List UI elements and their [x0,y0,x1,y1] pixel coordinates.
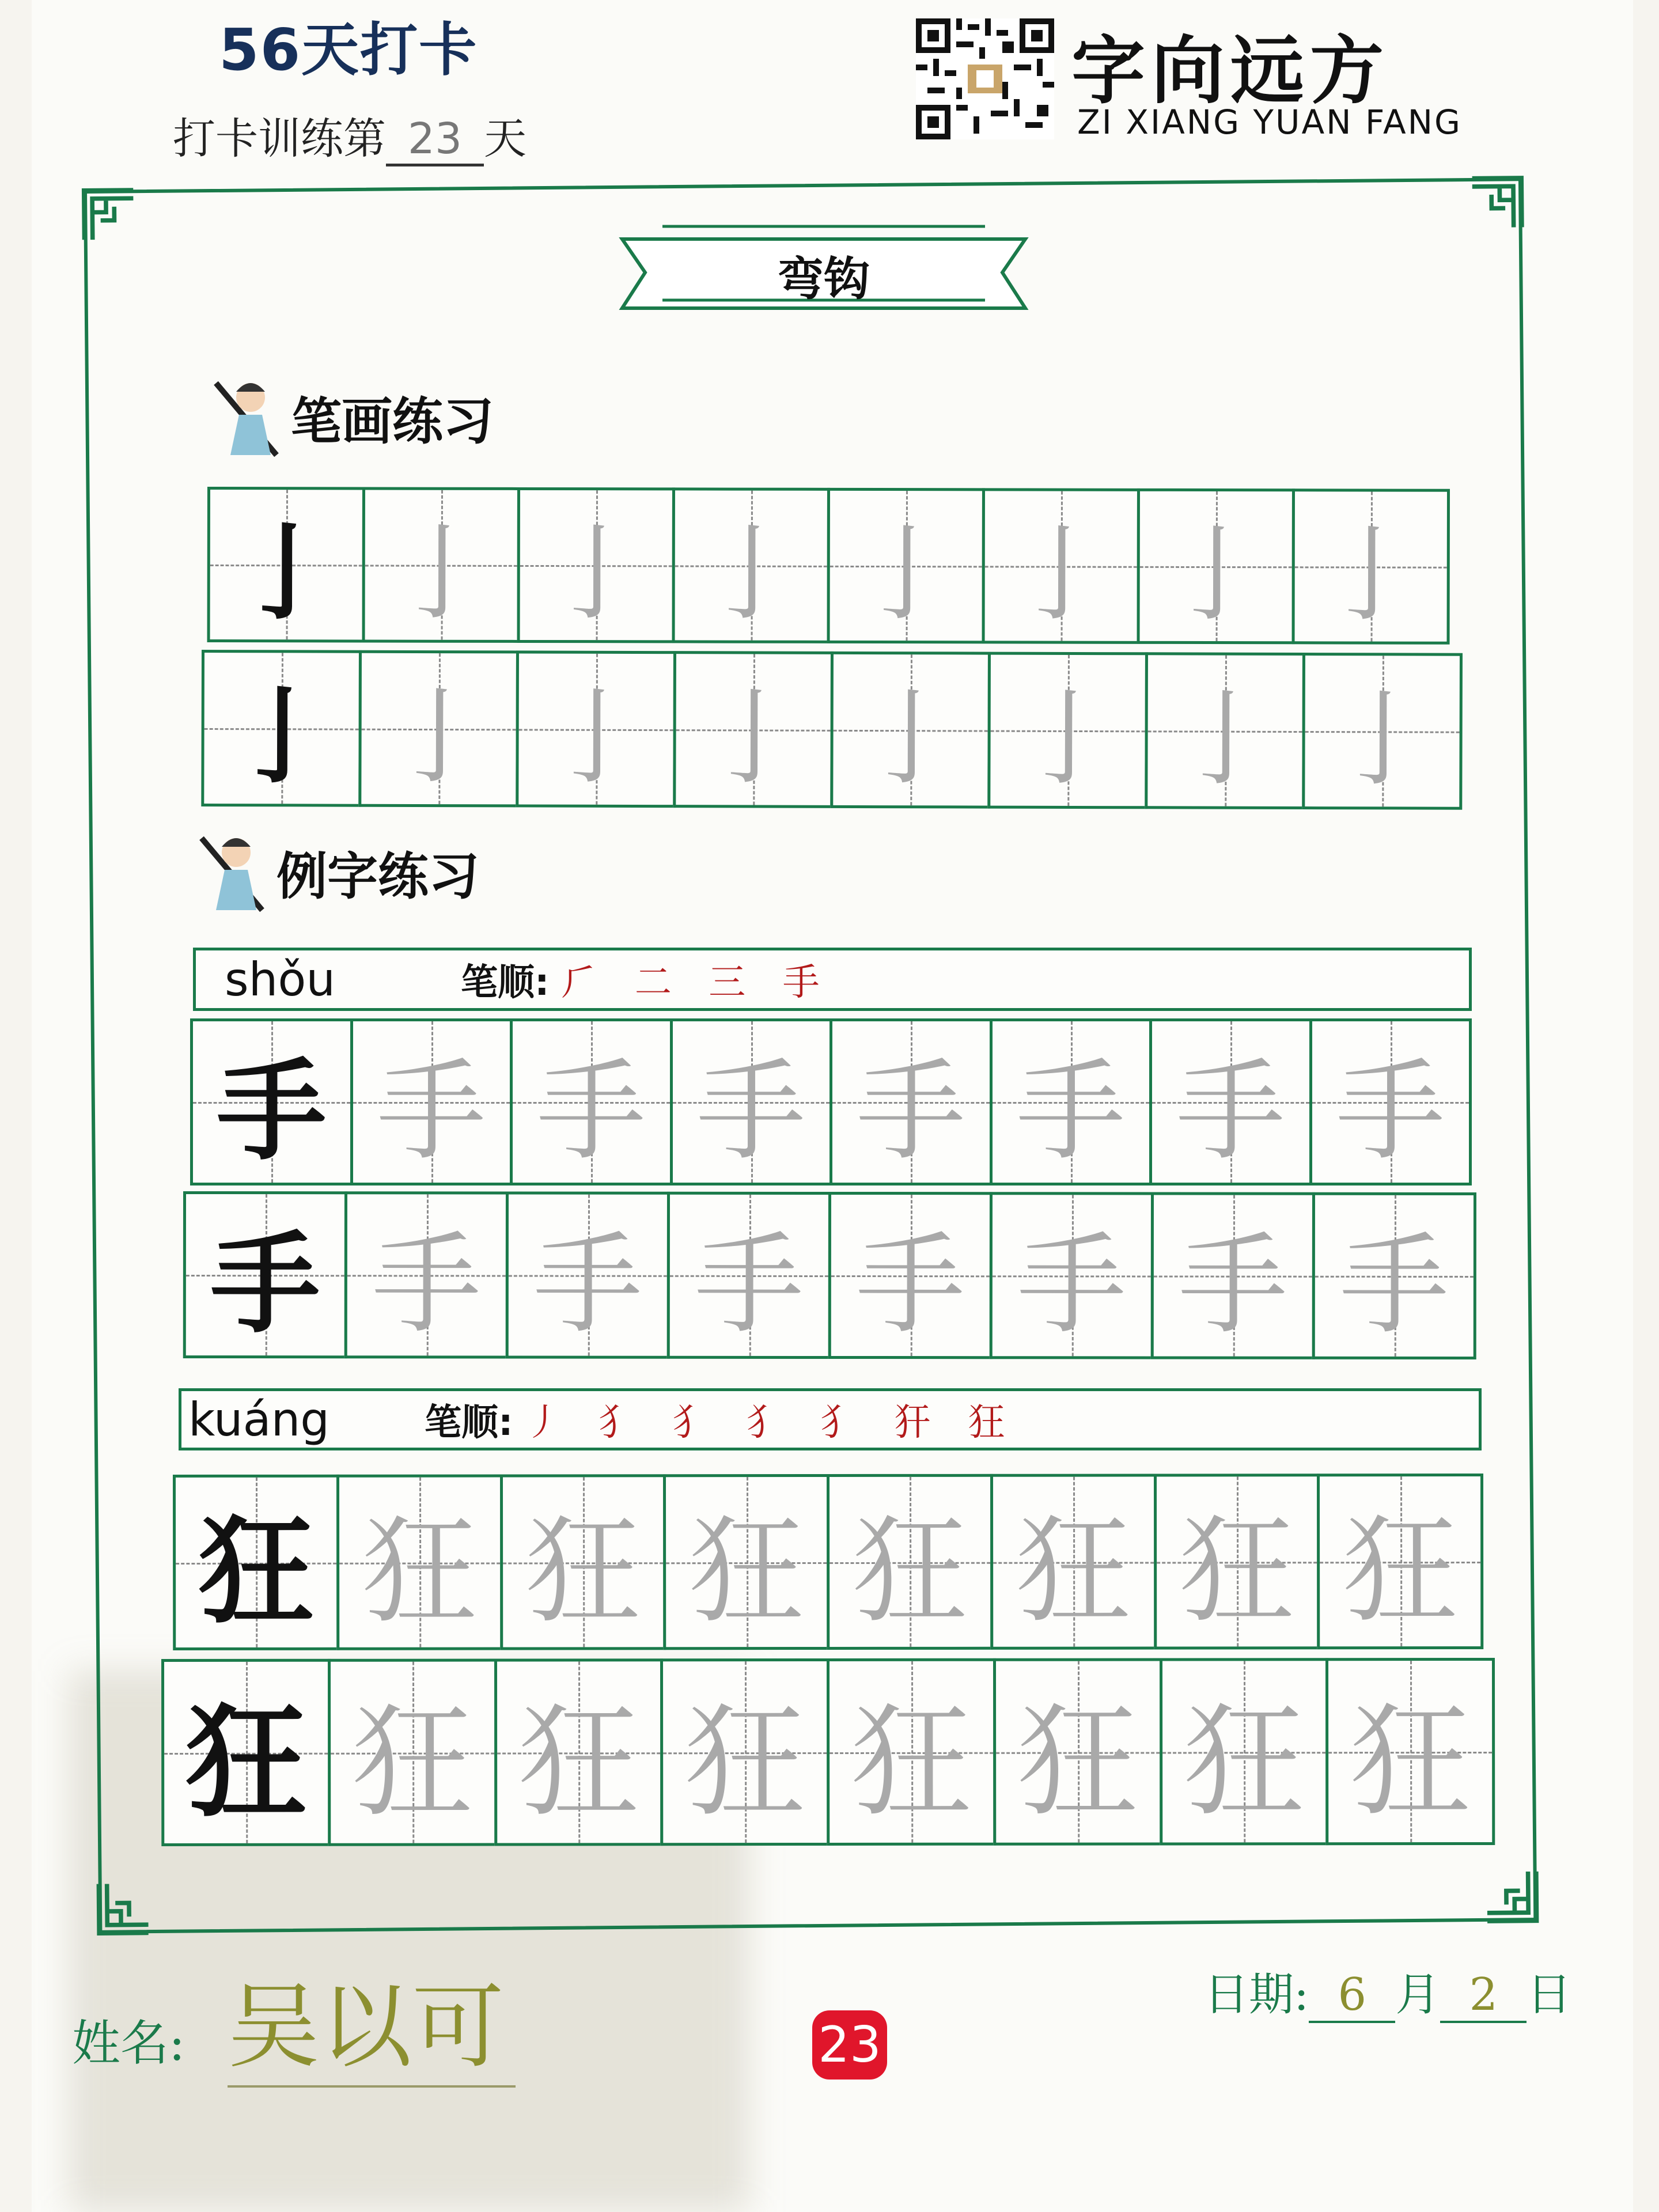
stroke-order-steps: 丿 犭 犭 犭 犭 犴 狂 [524,1402,1018,1444]
character-info-row [193,948,1472,1011]
traced-character: 狂 [1183,1691,1305,1832]
pinyin-label: kuáng [188,1392,330,1446]
model-character: 狂 [198,1503,314,1639]
day-number-field[interactable]: 23 [386,114,484,166]
traced-character: 手 [1339,1221,1449,1349]
traced-character: 亅 [1009,514,1113,635]
tracing-cell[interactable] [982,488,1140,643]
traced-character: 手 [696,1047,806,1175]
traced-character: 亅 [854,514,958,635]
traced-character: 亅 [858,678,963,800]
traced-character: 亅 [1016,679,1120,800]
model-character-cell [173,1475,339,1650]
traced-character: 亅 [544,514,648,635]
model-character: 狂 [185,1691,307,1834]
character-info-row [179,1388,1482,1450]
tracing-cell[interactable] [663,1474,830,1650]
traced-character: 手 [1178,1221,1288,1349]
practice-grid-row [183,1191,1476,1359]
tracing-cell[interactable] [987,652,1148,809]
tracing-cell[interactable] [350,1018,513,1185]
fret-corner-icon [1484,1869,1540,1924]
traced-character: 狂 [362,1505,478,1639]
tracing-cell[interactable] [1137,488,1295,644]
traced-character: 亅 [701,678,805,799]
tracing-cell[interactable] [1145,652,1305,809]
tracing-cell[interactable] [1149,1018,1312,1185]
tracing-cell[interactable] [990,1192,1154,1359]
traced-character: 亅 [1330,680,1434,801]
traced-character: 狂 [688,1505,804,1639]
page-number-badge: 23 [812,2010,887,2080]
tracing-cell[interactable] [1309,1018,1472,1185]
traced-character: 亅 [544,677,648,799]
model-character-cell [183,1191,347,1358]
model-character: 手 [217,1046,327,1175]
traced-character: 亅 [389,513,493,634]
model-character: 亅 [234,512,338,634]
day-field[interactable]: 2 [1440,1969,1527,2023]
traced-character: 手 [1335,1047,1445,1175]
qr-code-icon [916,18,1054,139]
traced-character: 手 [856,1047,966,1175]
tracing-cell[interactable] [1153,1474,1320,1649]
fret-corner-icon [96,1881,151,1936]
tracing-cell[interactable] [1325,1658,1495,1845]
tracing-cell[interactable] [670,1018,833,1185]
example-practice-heading [196,830,479,916]
example-practice-label: 例字练习 [276,847,480,906]
traced-character: 手 [855,1221,965,1349]
model-character-cell [207,487,365,642]
model-character-cell [201,650,362,807]
traced-character: 狂 [1016,1504,1131,1639]
practice-grid-row [190,1018,1472,1185]
brand-logo-chinese: 字向远方 [1071,28,1390,114]
traced-character: 亅 [1319,515,1423,636]
traced-character: 狂 [1342,1504,1458,1639]
day-label: 日 [1527,1969,1572,2021]
page-title: 56天打卡 [219,16,478,84]
traced-character: 狂 [518,1691,639,1833]
model-character-cell [190,1018,353,1185]
traced-character: 手 [1176,1047,1286,1175]
stroke-order-label: 笔顺: [425,1402,513,1444]
tracing-cell[interactable] [506,1191,670,1358]
stroke-topic-title: 弯钩 [778,252,870,306]
stroke-order-label: 笔顺: [461,961,550,1004]
traced-character: 手 [376,1047,486,1175]
date-label: 日期: [1204,1969,1309,2021]
traced-character: 狂 [852,1504,968,1639]
tracing-cell[interactable] [990,1018,1153,1185]
tracing-cell[interactable] [1292,488,1450,644]
tracing-cell[interactable] [827,1658,996,1846]
traced-character: 手 [694,1221,804,1349]
tracing-cell[interactable] [494,1658,663,1846]
tracing-cell[interactable] [828,1192,993,1359]
traced-character: 亅 [699,514,803,635]
tracing-cell[interactable] [827,1474,993,1650]
tracing-cell[interactable] [499,1474,666,1650]
tracing-cell[interactable] [517,487,675,643]
traced-character: 手 [1016,1047,1126,1175]
traced-character: 狂 [1350,1691,1471,1832]
tracing-cell[interactable] [667,1192,831,1359]
tracing-cell[interactable] [362,487,520,642]
practice-grid-row [161,1658,1495,1846]
traced-character: 亅 [387,677,491,798]
traced-character: 手 [536,1047,646,1175]
tracing-cell[interactable] [990,1474,1157,1650]
tracing-cell[interactable] [358,650,519,808]
fret-corner-icon [81,187,137,243]
model-character: 亅 [229,676,334,798]
traced-character: 狂 [351,1692,473,1834]
fret-corner-icon [1469,175,1525,230]
brand-logo-pinyin: ZI XIANG YUAN FANG [1077,103,1462,142]
tracing-cell[interactable] [328,1658,497,1846]
tracing-cell[interactable] [1302,653,1463,810]
date-line [1204,1959,1571,2023]
tracing-cell[interactable] [516,650,676,808]
traced-character: 亅 [1164,514,1268,636]
traced-character: 狂 [850,1691,972,1833]
practice-grid-row [173,1474,1483,1650]
practice-grid-row [201,650,1463,810]
traced-character: 狂 [525,1505,641,1639]
tracing-cell[interactable] [344,1191,509,1358]
tracing-cell[interactable] [830,1018,993,1185]
month-label: 月 [1395,1969,1441,2021]
traced-character: 狂 [1179,1504,1295,1639]
scholar-avatar-icon [196,830,271,916]
tracing-cell[interactable] [830,652,991,809]
tracing-cell[interactable] [1317,1474,1483,1649]
traced-character: 手 [372,1220,482,1348]
student-name-field[interactable]: 吴以可 [228,1953,516,2088]
traced-character: 手 [533,1221,643,1349]
subtitle-prefix: 打卡训练第 [173,114,386,164]
checkin-day-line [173,105,527,166]
tracing-cell[interactable] [1312,1192,1476,1359]
traced-character: 手 [1017,1221,1127,1349]
pinyin-label: shǒu [225,952,336,1006]
traced-character: 狂 [684,1691,806,1833]
stroke-order-steps: ⺁ 二 三 手 [560,961,832,1004]
tracing-cell[interactable] [673,651,834,808]
tracing-cell[interactable] [660,1658,830,1846]
practice-grid-row [207,487,1452,645]
tracing-cell[interactable] [1159,1658,1328,1845]
tracing-cell[interactable] [993,1658,1162,1845]
model-character-cell [161,1659,331,1846]
name-label: 姓名: [72,2015,185,2071]
traced-character: 亅 [1173,679,1277,800]
tracing-cell[interactable] [827,488,985,643]
tracing-cell[interactable] [510,1018,673,1185]
tracing-cell[interactable] [672,487,830,643]
stroke-practice-label: 笔画练习 [291,392,494,451]
stroke-practice-heading [210,374,494,461]
traced-character: 狂 [1017,1691,1138,1833]
tracing-cell[interactable] [1151,1192,1315,1359]
scholar-avatar-icon [210,374,285,461]
tracing-cell[interactable] [336,1475,503,1650]
month-field[interactable]: 6 [1309,1969,1395,2023]
subtitle-suffix: 天 [484,114,527,164]
model-character: 手 [210,1219,320,1348]
